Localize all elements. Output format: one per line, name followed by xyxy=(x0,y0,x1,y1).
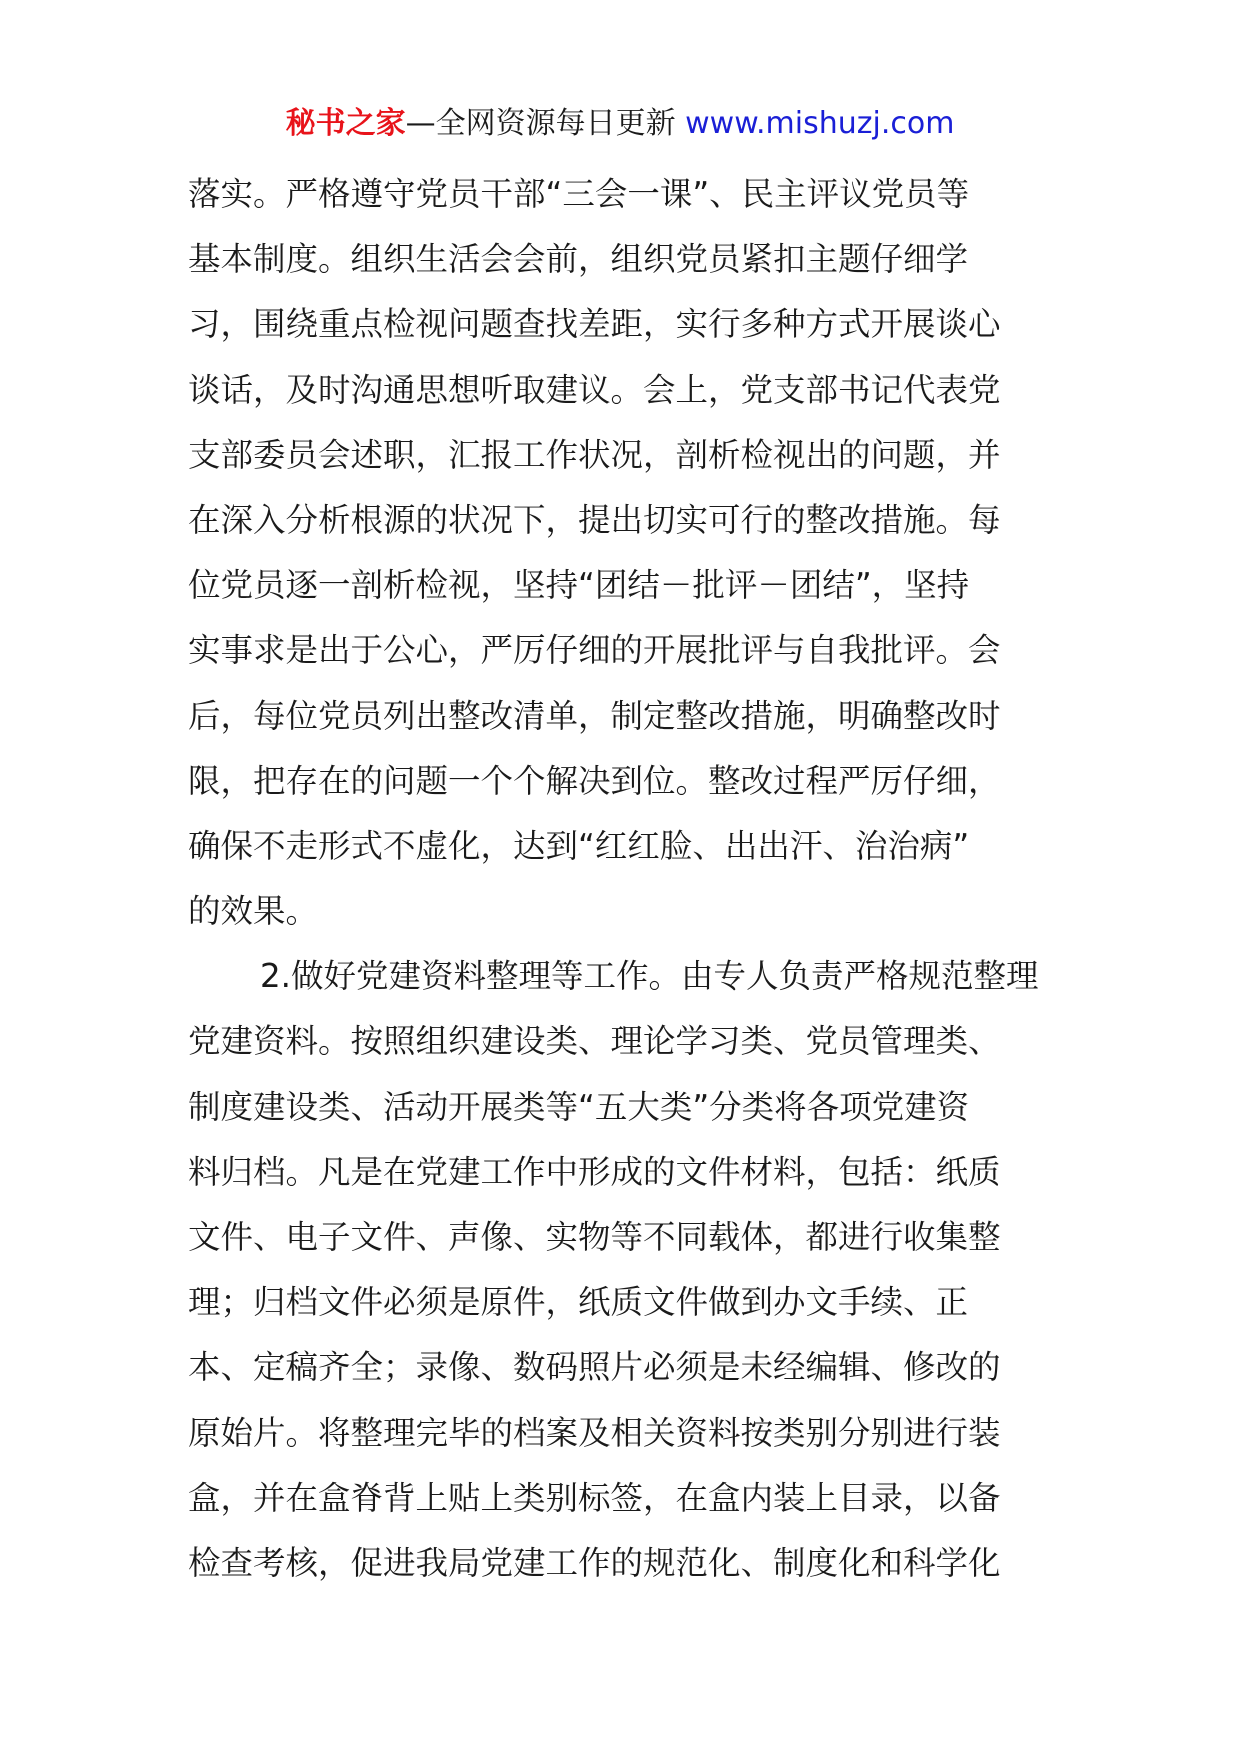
document-body xyxy=(188,162,1060,1596)
text-line: 落实。严格遵守党员干部“三会一课”、民主评议党员等 xyxy=(188,175,970,213)
text-line: 党建资料。按照组织建设类、理论学习类、党员管理类、 xyxy=(188,1022,1001,1061)
text-line: 在深入分析根源的状况下，提出切实可行的整改措施。每 xyxy=(188,500,1001,539)
text-line: 支部委员会述职，汇报工作状况，剖析检视出的问题，并 xyxy=(188,435,1001,474)
header-tagline: —全网资源每日更新 xyxy=(405,106,686,141)
text-line: 本、定稿齐全；录像、数码照片必须是未经编辑、修改的 xyxy=(188,1348,1001,1387)
text-line: 位党员逐一剖析检视，坚持“团结－批评－团结”，坚持 xyxy=(188,566,970,605)
brand-name: 秘书之家 xyxy=(285,106,406,141)
text-line: 文件、电子文件、声像、实物等不同载体，都进行收集整 xyxy=(188,1218,1001,1256)
text-line: 基本制度。组织生活会会前，组织党员紧扣主题仔细学 xyxy=(188,240,969,279)
text-line: 确保不走形式不虚化，达到“红红脸、出出汗、治治病” xyxy=(188,826,970,865)
text-line: 制度建设类、活动开展类等“五大类”分类将各项党建资 xyxy=(188,1087,970,1126)
text-line: 谈话，及时沟通思想听取建议。会上，党支部书记代表党 xyxy=(188,370,1001,409)
text-line: 盒，并在盒脊背上贴上类别标签，在盒内装上目录，以备 xyxy=(188,1478,1001,1517)
text-line: 原始片。将整理完毕的档案及相关资料按类别分别进行装 xyxy=(188,1413,1001,1452)
paragraph-start-line: 2.做好党建资料整理等工作。由专人负责严格规范整理 xyxy=(260,957,1039,996)
text-line: 理；归档文件必须是原件，纸质文件做到办文手续、正 xyxy=(188,1283,969,1322)
text-line: 的效果。 xyxy=(188,892,319,931)
text-line: 后，每位党员列出整改清单，制定整改措施，明确整改时 xyxy=(188,696,1001,735)
text-line: 料归档。凡是在党建工作中形成的文件材料，包括：纸质 xyxy=(188,1152,1001,1191)
site-url-link[interactable]: www.mishuzj.com xyxy=(685,106,955,141)
text-line: 检查考核，促进我局党建工作的规范化、制度化和科学化 xyxy=(188,1543,1001,1582)
text-line: 实事求是出于公心，严厉仔细的开展批评与自我批评。会 xyxy=(188,631,1001,670)
site-header xyxy=(0,104,1240,144)
text-line: 习，围绕重点检视问题查找差距，实行多种方式开展谈心 xyxy=(188,305,1001,344)
text-line: 限，把存在的问题一个个解决到位。整改过程严厉仔细， xyxy=(188,761,1001,800)
